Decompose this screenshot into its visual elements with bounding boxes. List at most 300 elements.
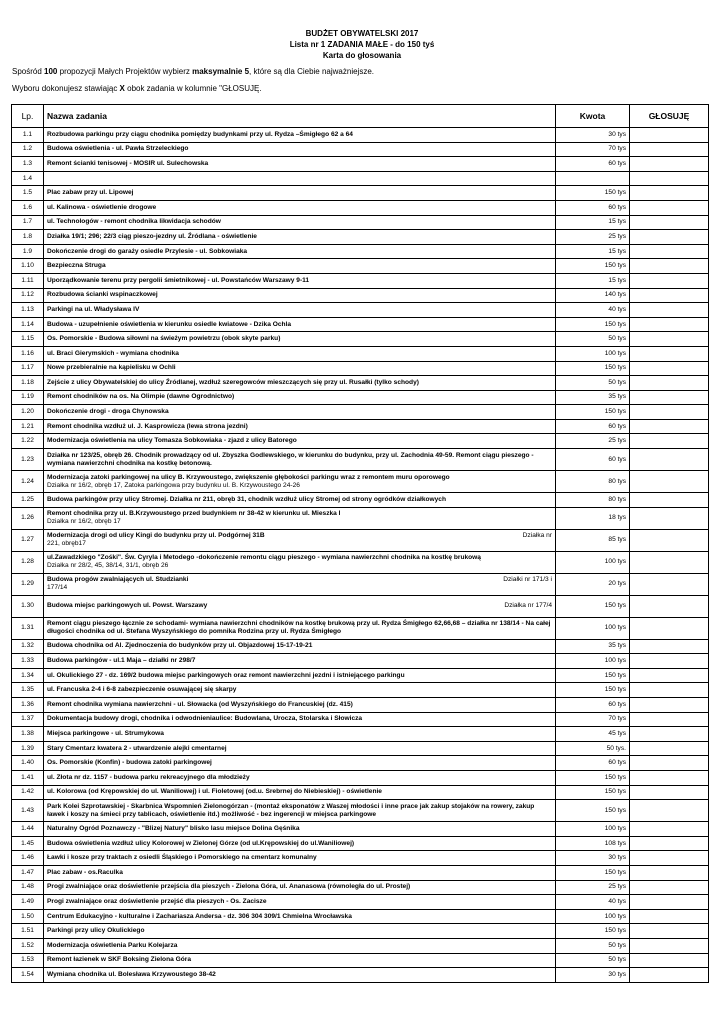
vote-cell[interactable]	[630, 617, 709, 639]
vote-cell[interactable]	[630, 157, 709, 172]
table-row	[12, 244, 709, 259]
task-name-cell	[44, 273, 556, 288]
table-row	[12, 303, 709, 318]
table-row	[12, 595, 709, 617]
task-name-cell	[44, 171, 556, 186]
table-row	[12, 215, 709, 230]
instruction-line-2: Wyboru dokonujesz stawiając X obok zadania w kolumnie "GŁOSUJĘ.	[12, 84, 262, 93]
row-number: 1.5	[12, 186, 44, 201]
task-name-cell	[44, 303, 556, 318]
table-row	[12, 346, 709, 361]
task-name-cell	[44, 507, 556, 529]
vote-cell[interactable]	[630, 880, 709, 895]
task-name: Modernizacja oświetlenia na ulicy Tomasza Sobkowiaka - zjazd z ulicy Batorego	[47, 437, 297, 445]
column-header-name: Nazwa zadania	[44, 105, 556, 128]
table-row	[12, 573, 709, 595]
vote-cell[interactable]	[630, 230, 709, 245]
amount: 150 tys	[556, 683, 630, 698]
task-name: Remont ścianki tenisowej - MOSIR ul. Sulechowska	[47, 159, 209, 167]
vote-cell[interactable]	[630, 968, 709, 983]
task-name: Remont łazienek w SKF Boksing Zielona Góra	[47, 956, 191, 964]
task-name: Działka nr 123/25, obręb 26. Chodnik prowadzący od ul. Zbyszka Godlewskiego, w kierunku do budynku, przy ul. Zachodnia 49-59. Remont ciągu pieszego - wymiana nawierzchni chodnika na kostkę betonową.	[47, 451, 534, 467]
vote-cell[interactable]	[630, 171, 709, 186]
task-name-cell	[44, 215, 556, 230]
row-number: 1.34	[12, 668, 44, 683]
vote-cell[interactable]	[630, 909, 709, 924]
amount: 85 tys	[556, 529, 630, 551]
vote-cell[interactable]	[630, 938, 709, 953]
table-row	[12, 836, 709, 851]
task-name: Remont chodnika przy ul. B.Krzywoustego przed budynkiem nr 38-42 w kierunku ul. Mieszka I	[47, 510, 341, 518]
task-name-cell	[44, 529, 556, 551]
vote-cell[interactable]	[630, 727, 709, 742]
amount: 150 tys	[556, 361, 630, 376]
vote-cell[interactable]	[630, 361, 709, 376]
vote-cell[interactable]	[630, 771, 709, 786]
column-header-lp: Lp.	[12, 105, 44, 128]
document-title: BUDŻET OBYWATELSKI 2017	[305, 29, 419, 38]
task-name-cell	[44, 698, 556, 713]
table-row	[12, 756, 709, 771]
table-row	[12, 741, 709, 756]
vote-cell[interactable]	[630, 434, 709, 449]
row-number: 1.7	[12, 215, 44, 230]
task-name: Dokumentacja budowy drogi, chodnika i odwodnieniaulice: Budowlana, Urocza, Stolarska i Słowicza	[47, 715, 363, 723]
amount: 150 tys	[556, 595, 630, 617]
task-name: Wymiana chodnika ul. Bolesława Krzywoustego 38-42	[47, 970, 216, 978]
table-row	[12, 273, 709, 288]
table-row	[12, 822, 709, 837]
row-number: 1.51	[12, 924, 44, 939]
vote-cell[interactable]	[630, 712, 709, 727]
row-number: 1.26	[12, 507, 44, 529]
vote-cell[interactable]	[630, 573, 709, 595]
vote-cell[interactable]	[630, 895, 709, 910]
task-name: Plac zabaw - os.Raculka	[47, 868, 123, 876]
task-name-cell	[44, 953, 556, 968]
vote-cell[interactable]	[630, 405, 709, 420]
row-number: 1.24	[12, 471, 44, 493]
amount: 150 tys	[556, 865, 630, 880]
task-name-cell	[44, 419, 556, 434]
column-header-amount: Kwota	[556, 105, 630, 128]
vote-cell[interactable]	[630, 346, 709, 361]
instruction-line-1: Spośród 100 propozycji Małych Projektów wybierz maksymalnie 5, które są dla Ciebie najważniejsze.	[12, 67, 374, 76]
amount: 150 tys	[556, 405, 630, 420]
amount: 35 tys	[556, 639, 630, 654]
task-name: ul. Braci Gierymskich - wymiana chodnika	[47, 349, 179, 357]
row-number: 1.53	[12, 953, 44, 968]
task-name-cell	[44, 317, 556, 332]
table-row	[12, 909, 709, 924]
task-name-cell	[44, 332, 556, 347]
amount: 80 tys	[556, 471, 630, 493]
table-row	[12, 938, 709, 953]
card-title: Karta do głosowania	[322, 51, 402, 60]
task-name-cell	[44, 756, 556, 771]
amount: 50 tys	[556, 376, 630, 391]
vote-cell[interactable]	[630, 471, 709, 493]
table-row	[12, 617, 709, 639]
row-number: 1.27	[12, 529, 44, 551]
task-name: Miejsca parkingowe - ul. Strumykowa	[47, 730, 164, 738]
row-number: 1.40	[12, 756, 44, 771]
vote-cell[interactable]	[630, 215, 709, 230]
table-row	[12, 953, 709, 968]
row-number: 1.6	[12, 200, 44, 215]
task-name: Os. Pomorskie (Konfin) - budowa zatoki parkingowej	[47, 759, 212, 767]
table-row	[12, 471, 709, 493]
vote-cell[interactable]	[630, 865, 709, 880]
row-number: 1.22	[12, 434, 44, 449]
task-name-cell	[44, 727, 556, 742]
task-name: Remont ciągu pieszego łącznie ze schodami- wymiana nawierzchni chodników na kostkę brukową przy ul. Rydza Śmigłego 62,66,68 – działka nr 138/14 - Na całej długości chodnika od ul. Stefana Wyszyńskiego do pomnika Rodzina przy ul. Rydza Śmigłego	[47, 620, 551, 636]
vote-cell[interactable]	[630, 551, 709, 573]
table-row	[12, 851, 709, 866]
table-row	[12, 895, 709, 910]
vote-cell[interactable]	[630, 851, 709, 866]
table-row	[12, 376, 709, 391]
task-name-cell	[44, 865, 556, 880]
vote-cell[interactable]	[630, 953, 709, 968]
row-number: 1.23	[12, 449, 44, 471]
task-name-cell	[44, 822, 556, 837]
task-name: Budowa parkingów przy ulicy Stromej. Działka nr 211, obręb 31, chodnik wzdłuż ulicy Stromej od strony ogródków działkowych	[47, 495, 447, 503]
vote-cell[interactable]	[630, 698, 709, 713]
vote-cell[interactable]	[630, 800, 709, 822]
task-name: Nowe przebieralnie na kąpielisku w Ochli	[47, 364, 176, 372]
vote-cell[interactable]	[630, 924, 709, 939]
vote-cell[interactable]	[630, 390, 709, 405]
task-name-cell	[44, 361, 556, 376]
row-number: 1.47	[12, 865, 44, 880]
amount: 150 tys	[556, 771, 630, 786]
task-name: Rozbudowa ścianki wspinaczkowej	[47, 291, 158, 299]
parcel-note: Działka nr	[522, 532, 552, 540]
task-name-cell	[44, 654, 556, 669]
task-name: Os. Pomorskie - Budowa siłowni na świeżym powietrzu (obok skyte parku)	[47, 335, 281, 343]
row-number: 1.36	[12, 698, 44, 713]
vote-cell[interactable]	[630, 836, 709, 851]
task-name-cell	[44, 471, 556, 493]
task-name: Dokończenie drogi do garaży osiedle Przylesie - ul. Sobkowiaka	[47, 247, 248, 255]
row-number: 1.49	[12, 895, 44, 910]
amount	[556, 171, 630, 186]
table-row	[12, 785, 709, 800]
task-name-cell	[44, 157, 556, 172]
table-row	[12, 288, 709, 303]
task-name-cell	[44, 573, 556, 595]
task-name-cell	[44, 924, 556, 939]
vote-cell[interactable]	[630, 332, 709, 347]
amount: 100 tys	[556, 909, 630, 924]
vote-cell[interactable]	[630, 683, 709, 698]
vote-cell[interactable]	[630, 639, 709, 654]
task-name: Park Kolei Szprotawskiej - Skarbnica Wspomnień Zielonogórzan - (montaż eksponatów z Waszej młodości i inne prace jak zakup stojaków na rowery, zakup ławek i koszy na śmieci przy tablicach, oświetlenie itd.) możliwość - bez ingerencji w miejsca parkingowe	[47, 802, 535, 818]
task-name: ul. Kolorowa (od Krępowskiej do ul. Waniliowej) i ul. Fioletowej (od.u. Srebrnej do Niebieskiej) - oświetlenie	[47, 788, 382, 796]
table-row	[12, 639, 709, 654]
task-name-cell	[44, 493, 556, 508]
amount: 150 tys	[556, 186, 630, 201]
vote-cell[interactable]	[630, 822, 709, 837]
table-row	[12, 771, 709, 786]
amount: 70 tys	[556, 712, 630, 727]
amount: 45 tys	[556, 727, 630, 742]
task-name-cell	[44, 595, 556, 617]
vote-cell[interactable]	[630, 317, 709, 332]
table-row	[12, 259, 709, 274]
vote-cell[interactable]	[630, 449, 709, 471]
table-row	[12, 200, 709, 215]
row-number: 1.45	[12, 836, 44, 851]
amount: 50 tys.	[556, 741, 630, 756]
task-detail: 177/14	[47, 584, 68, 592]
task-name-cell	[44, 551, 556, 573]
amount: 80 tys	[556, 493, 630, 508]
vote-cell[interactable]	[630, 142, 709, 157]
task-detail: Działka nr 16/2, obręb 17, Zatoka parkingowa przy budynku ul. B. Krzywoustego 24-26	[47, 481, 300, 489]
row-number: 1.8	[12, 230, 44, 245]
amount: 60 tys	[556, 200, 630, 215]
task-name-cell	[44, 741, 556, 756]
amount: 25 tys	[556, 434, 630, 449]
row-number: 1.29	[12, 573, 44, 595]
row-number: 1.16	[12, 346, 44, 361]
task-name: Modernizacja drogi od ulicy Kingi do budynku przy ul. Podgórnej 31B	[47, 532, 265, 540]
row-number: 1.52	[12, 938, 44, 953]
vote-cell[interactable]	[630, 244, 709, 259]
vote-cell[interactable]	[630, 200, 709, 215]
row-number: 1.1	[12, 128, 44, 143]
task-name-cell	[44, 230, 556, 245]
amount: 15 tys	[556, 215, 630, 230]
table-body	[12, 128, 709, 983]
amount: 60 tys	[556, 419, 630, 434]
task-name-cell	[44, 259, 556, 274]
table-row	[12, 529, 709, 551]
amount: 70 tys	[556, 142, 630, 157]
vote-cell[interactable]	[630, 493, 709, 508]
row-number: 1.13	[12, 303, 44, 318]
table-header-row	[12, 105, 709, 128]
table-row	[12, 449, 709, 471]
table-row	[12, 405, 709, 420]
row-number: 1.25	[12, 493, 44, 508]
row-number: 1.41	[12, 771, 44, 786]
task-detail: Działka nr 16/2, obręb 17	[47, 518, 121, 526]
table-row	[12, 727, 709, 742]
row-number: 1.17	[12, 361, 44, 376]
amount: 50 tys	[556, 938, 630, 953]
vote-cell[interactable]	[630, 288, 709, 303]
amount: 30 tys	[556, 128, 630, 143]
row-number: 1.9	[12, 244, 44, 259]
table-row	[12, 317, 709, 332]
table-row	[12, 142, 709, 157]
amount: 100 tys	[556, 346, 630, 361]
row-number: 1.48	[12, 880, 44, 895]
task-name: Plac zabaw przy ul. Lipowej	[47, 189, 134, 197]
table-row	[12, 157, 709, 172]
voting-table	[11, 104, 709, 983]
vote-cell[interactable]	[630, 741, 709, 756]
task-name-cell	[44, 836, 556, 851]
task-name-cell	[44, 712, 556, 727]
amount: 15 tys	[556, 244, 630, 259]
row-number: 1.14	[12, 317, 44, 332]
parcel-note: Działki nr 171/3 i	[503, 576, 552, 584]
task-name-cell	[44, 128, 556, 143]
task-name: Parkingi na ul. Władysława IV	[47, 305, 140, 313]
task-name: Ławki i kosze przy traktach z osiedli Śląskiego i Pomorskiego na cmentarz komunalny	[47, 854, 317, 862]
amount: 150 tys	[556, 924, 630, 939]
amount: 60 tys	[556, 157, 630, 172]
task-name: Budowa miejsc parkingowych ul. Powst. Warszawy	[47, 602, 208, 610]
amount: 50 tys	[556, 953, 630, 968]
vote-cell[interactable]	[630, 595, 709, 617]
task-name: ul. Francuska 2-4 i 6-8 zabezpieczenie osuwającej się skarpy	[47, 686, 237, 694]
task-name: Budowa - uzupełnienie oświetlenia w kierunku osiedle kwiatowe - Dzika Ochla	[47, 320, 292, 328]
amount: 30 tys	[556, 851, 630, 866]
table-row	[12, 800, 709, 822]
amount: 100 tys	[556, 551, 630, 573]
amount: 30 tys	[556, 968, 630, 983]
amount: 35 tys	[556, 390, 630, 405]
amount: 18 tys	[556, 507, 630, 529]
table-row	[12, 493, 709, 508]
task-name-cell	[44, 668, 556, 683]
vote-cell[interactable]	[630, 654, 709, 669]
row-number: 1.50	[12, 909, 44, 924]
vote-cell[interactable]	[630, 128, 709, 143]
table-row	[12, 968, 709, 983]
vote-cell[interactable]	[630, 668, 709, 683]
task-name: ul. Technologów - remont chodnika likwidacja schodów	[47, 218, 221, 226]
table-row	[12, 507, 709, 529]
vote-cell[interactable]	[630, 785, 709, 800]
task-name: Uporządkowanie terenu przy pergolii śmietnikowej - ul. Powstańców Warszawy 9-11	[47, 276, 310, 284]
amount: 100 tys	[556, 617, 630, 639]
vote-cell[interactable]	[630, 376, 709, 391]
row-number: 1.2	[12, 142, 44, 157]
amount: 60 tys	[556, 698, 630, 713]
vote-cell[interactable]	[630, 186, 709, 201]
amount: 150 tys	[556, 259, 630, 274]
task-name: Rozbudowa parkingu przy ciągu chodnika pomiędzy budynkami przy ul. Rydza –Śmigłego 62 a 64	[47, 130, 353, 138]
row-number: 1.11	[12, 273, 44, 288]
task-name-cell	[44, 288, 556, 303]
vote-cell[interactable]	[630, 303, 709, 318]
amount: 40 tys	[556, 895, 630, 910]
row-number: 1.30	[12, 595, 44, 617]
amount: 108 tys	[556, 836, 630, 851]
parcel-note: Działka nr 177/4	[504, 602, 552, 610]
task-name: Budowa parkingów - ul.1 Maja – działki nr 298/7	[47, 657, 196, 665]
table-row	[12, 419, 709, 434]
task-name: Budowa oświetlenia wzdłuż ulicy Kolorowej w Zielonej Górze (od ul.Krępowskiej do ul.Waniliowej)	[47, 839, 355, 847]
task-name-cell	[44, 880, 556, 895]
task-name: Remont chodnika wymiana nawierzchni - ul. Słowacka (od Wyszyńskiego do Francuskiej (dz. 415)	[47, 700, 353, 708]
table-row	[12, 361, 709, 376]
task-name-cell	[44, 851, 556, 866]
task-name-cell	[44, 800, 556, 822]
table-row	[12, 128, 709, 143]
row-number: 1.28	[12, 551, 44, 573]
row-number: 1.37	[12, 712, 44, 727]
task-name: Modernizacja zatoki parkingowej na ulicy B. Krzywoustego, zwiększenie głębokości parkingu wraz z remontem muru oporowego	[47, 473, 450, 481]
row-number: 1.19	[12, 390, 44, 405]
table-row	[12, 171, 709, 186]
task-name-cell	[44, 968, 556, 983]
table-row	[12, 698, 709, 713]
task-name: ul.Zawadzkiego "Zośki". Św. Cyryla i Metodego -dokończenie remontu ciągu pieszego - wymiana nawierzchni chodnika na kostkę brukową	[47, 554, 481, 562]
task-name: Działka 19/1; 296; 22/3 ciąg pieszo-jezdny ul. Źródlana - oświetlenie	[47, 232, 257, 240]
amount: 100 tys	[556, 654, 630, 669]
task-name-cell	[44, 142, 556, 157]
task-name-cell	[44, 617, 556, 639]
amount: 25 tys	[556, 230, 630, 245]
row-number: 1.35	[12, 683, 44, 698]
amount: 150 tys	[556, 785, 630, 800]
row-number: 1.38	[12, 727, 44, 742]
amount: 60 tys	[556, 449, 630, 471]
table-row	[12, 683, 709, 698]
row-number: 1.12	[12, 288, 44, 303]
task-name-cell	[44, 449, 556, 471]
task-name: Modernizacja oświetlenia Parku Kolejarza	[47, 941, 178, 949]
row-number: 1.4	[12, 171, 44, 186]
row-number: 1.33	[12, 654, 44, 669]
vote-cell[interactable]	[630, 756, 709, 771]
amount: 15 tys	[556, 273, 630, 288]
vote-cell[interactable]	[630, 507, 709, 529]
task-name: ul. Okulickiego 27 - dz. 169/2 budowa miejsc parkingowych oraz remont nawierzchni jezdni i istniejącego parkingu	[47, 671, 405, 679]
row-number: 1.42	[12, 785, 44, 800]
vote-cell[interactable]	[630, 419, 709, 434]
task-detail: Działka nr 28/2, 45, 38/14, 31/1, obręb 26	[47, 562, 169, 570]
task-name-cell	[44, 771, 556, 786]
task-name: Stary Cmentarz kwatera 2 - utwardzenie alejki cmentarnej	[47, 744, 227, 752]
task-name: Budowa progów zwalniających ul. Studzianki	[47, 576, 189, 584]
column-header-vote: GŁOSUJĘ	[630, 105, 709, 128]
row-number: 1.43	[12, 800, 44, 822]
list-subtitle: Lista nr 1 ZADANIA MAŁE - do 150 tyś	[289, 40, 435, 49]
row-number: 1.44	[12, 822, 44, 837]
amount: 150 tys	[556, 668, 630, 683]
vote-cell[interactable]	[630, 259, 709, 274]
task-name-cell	[44, 200, 556, 215]
task-name-cell	[44, 434, 556, 449]
task-name: Progi zwalniające oraz doświetlenie przejść dla pieszych - Os. Zacisze	[47, 897, 267, 905]
task-name-cell	[44, 390, 556, 405]
table-row	[12, 551, 709, 573]
vote-cell[interactable]	[630, 529, 709, 551]
vote-cell[interactable]	[630, 273, 709, 288]
amount: 20 tys	[556, 573, 630, 595]
task-name: Budowa oświetlenia - ul. Pawła Strzeleckiego	[47, 145, 189, 153]
task-name-cell	[44, 639, 556, 654]
amount: 40 tys	[556, 303, 630, 318]
task-name-cell	[44, 346, 556, 361]
task-name: Centrum Edukacyjno - kulturalne i Zachariasza Andersa - dz. 306 304 309/1 Chmielna Wrocławska	[47, 912, 352, 920]
amount: 50 tys	[556, 332, 630, 347]
task-name-cell	[44, 938, 556, 953]
task-name: Budowa chodnika od Al. Zjednoczenia do budynków przy ul. Objazdowej 15-17-19-21	[47, 642, 313, 650]
task-name: Remont chodnika wzdłuż ul. J. Kasprowicza (lewa strona jezdni)	[47, 422, 248, 430]
task-name-cell	[44, 785, 556, 800]
table-row	[12, 332, 709, 347]
task-name-cell	[44, 909, 556, 924]
